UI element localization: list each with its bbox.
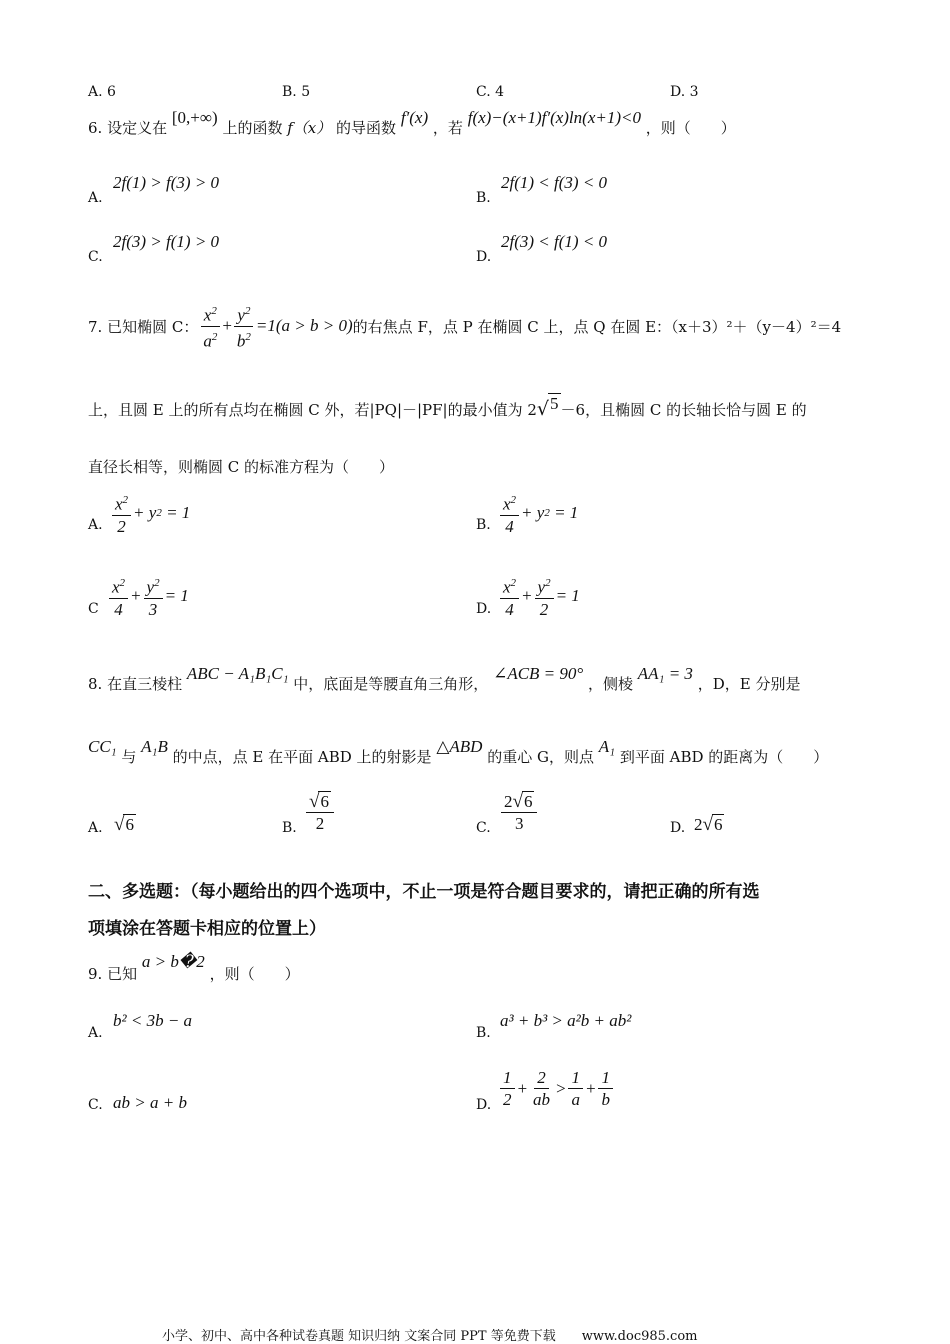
q6-a-label: A.: [88, 190, 103, 206]
q5-option-a: A. 6: [88, 84, 116, 100]
q7-d-math: $\frac{x^2}{4}$ + $\frac{y^2}{2}$ = 1: [498, 574, 580, 619]
q8-l2-text-2: 的中点，点 E 在平面 ABD 上的射影是: [172, 748, 432, 766]
q7-c-math: $\frac{x^2}{4}$ + $\frac{y^2}{3}$ = 1: [107, 574, 189, 619]
q6-domain: [0,+∞): [171, 108, 218, 127]
q7-text-2: 的右焦点 F，点 P 在椭圆 C 上，点 Q 在圆 E：（x＋3）²＋（y－4）²＝4: [352, 317, 842, 336]
q9-a-math: b² < 3b − a: [113, 1011, 193, 1030]
q7-stem-line-3: 直径长相等，则椭圆 C 的标准方程为（ ）: [88, 458, 395, 476]
q7-sqrt5: 5: [550, 394, 559, 413]
q8-triangle: △ABD: [436, 737, 483, 756]
q6-c-label: C.: [88, 249, 103, 265]
q8-prism: ABC − A₁B₁C₁: [186, 664, 289, 683]
q8-text-4: ，D，E 分别是: [697, 675, 801, 693]
q9-stem: [88, 952, 300, 984]
q8-l2-text-4: 到平面 ABD 的距离为（ ）: [619, 748, 829, 766]
q7-stem-line-2: 上，且圆 E 上的所有点均在椭圆 C 外，若|PQ|－|PF|的最小值为 2√5 －6，且椭圆 C 的长轴长恰与圆 E 的: [88, 394, 807, 420]
q6-text-2: 上的函数: [222, 119, 283, 137]
q8-d-label: D.: [670, 820, 686, 836]
q8-stem-line-1: [88, 664, 801, 694]
q9-c-math: ab > a + b: [113, 1093, 187, 1112]
q6-text-5: ，则（ ）: [645, 119, 736, 137]
q9-condition: a > b�2: [141, 952, 205, 971]
q7-frac-x: $\frac{x^2}{a^2}$: [200, 302, 220, 350]
q8-l2-text-1: 与: [121, 748, 137, 766]
q9-d-math: $\frac{1}{2}$ + $\frac{2}{ab}$ > $\frac{1}{a}$ + $\frac{1}{b}$: [498, 1068, 615, 1109]
q8-stem-line-2: [88, 737, 829, 767]
q6-derivative: f′(x): [400, 108, 429, 127]
q8-b-math: $\frac{√6}{2}$: [304, 792, 336, 833]
q9-text-2: ，则（ ）: [209, 965, 300, 983]
q8-text-1: 8. 在直三棱柱: [88, 675, 183, 693]
q9-c-label: C.: [88, 1097, 103, 1113]
q7-c-label: C: [88, 601, 99, 617]
q6-d-math: 2f(3) < f(1) < 0: [501, 232, 608, 251]
section-2-heading-line-1: 二、多选题：（每小题给出的四个选项中，不止一项是符合题目要求的，请把正确的所有选: [88, 882, 760, 902]
page-footer: 小学、初中、高中各种试卷真题 知识归纳 文案合同 PPT 等免费下载 www.doc985.com: [162, 1329, 698, 1344]
q9-a-label: A.: [88, 1025, 103, 1041]
q7-a-label: A.: [88, 517, 103, 533]
q7-text-1: 7. 已知椭圆 C：: [88, 317, 199, 336]
q8-angle: ∠ACB = 90°: [493, 664, 584, 683]
q8-cc1: CC₁: [88, 737, 117, 756]
q8-a1: A₁: [598, 737, 616, 756]
q9-b-math: a³ + b³ > a²b + ab²: [500, 1011, 632, 1030]
q6-stem: [88, 108, 736, 138]
q6-b-label: B.: [476, 190, 491, 206]
q6-b-math: 2f(1) < f(3) < 0: [501, 173, 608, 192]
q7-d-label: D.: [476, 601, 492, 617]
q7-b-math: $\frac{x^2}{4}$ + y 2 = 1: [498, 491, 578, 536]
q8-b-label: B.: [282, 820, 297, 836]
q8-a-label: A.: [88, 820, 103, 836]
q7-a-math: $\frac{x^2}{2}$ + y 2 = 1: [110, 491, 190, 536]
q8-text-2: 中，底面是等腰直角三角形，: [293, 675, 489, 693]
q8-edge: AA₁ = 3: [637, 664, 693, 683]
q8-c-math: $\frac{2√6}{3}$: [499, 792, 539, 833]
q9-b-label: B.: [476, 1025, 491, 1041]
q6-condition: f(x)−(x+1)f′(x)ln(x+1)<0: [467, 108, 641, 127]
q6-text-4: ，若: [432, 119, 463, 137]
q7-b-label: B.: [476, 517, 491, 533]
q5-option-c: C. 4: [476, 84, 505, 100]
q8-a-math: √6: [114, 814, 134, 835]
q6-text-1: 6. 设定义在: [88, 119, 168, 137]
q6-c-math: 2f(3) > f(1) > 0: [113, 232, 220, 251]
q8-d-math: 2√6: [694, 814, 723, 835]
q5-option-d: D. 3: [670, 84, 699, 100]
q8-c-label: C.: [476, 820, 491, 836]
q6-d-label: D.: [476, 249, 492, 265]
q7-ellipse-tail: =1(a > b > 0): [255, 316, 353, 335]
q8-text-3: ，侧棱: [587, 675, 633, 693]
section-2-heading-line-2: 项填涂在答题卡相应的位置上）: [88, 919, 326, 939]
q7-frac-y: $\frac{y^2}{b^2}$: [234, 302, 254, 350]
q6-text-3: 的导函数: [336, 119, 397, 137]
q7-stem-line-1: 7. 已知椭圆 C： $\frac{x^2}{a^2}$ + $\frac{y^2}{b^2}$ =1(a > b > 0) 的右焦点 F，点 P 在椭圆 C 上，点 Q 在圆 E：（x＋3）²＋（y－4）²＝4: [88, 296, 841, 356]
q8-l2-text-3: 的重心 G，则点: [487, 748, 594, 766]
q9-text-1: 9. 已知: [88, 965, 138, 983]
q7-line2b: －6，且椭圆 C 的长轴长恰与圆 E 的: [560, 401, 807, 419]
q7-line2a: 上，且圆 E 上的所有点均在椭圆 C 外，若|PQ|－|PF|的最小值为 2: [88, 401, 537, 419]
q8-a1b: A₁B: [141, 737, 168, 756]
q6-a-math: 2f(1) > f(3) > 0: [113, 173, 220, 192]
q5-option-b: B. 5: [282, 84, 311, 100]
q9-d-label: D.: [476, 1097, 492, 1113]
q6-fx: f（x）: [287, 119, 332, 137]
